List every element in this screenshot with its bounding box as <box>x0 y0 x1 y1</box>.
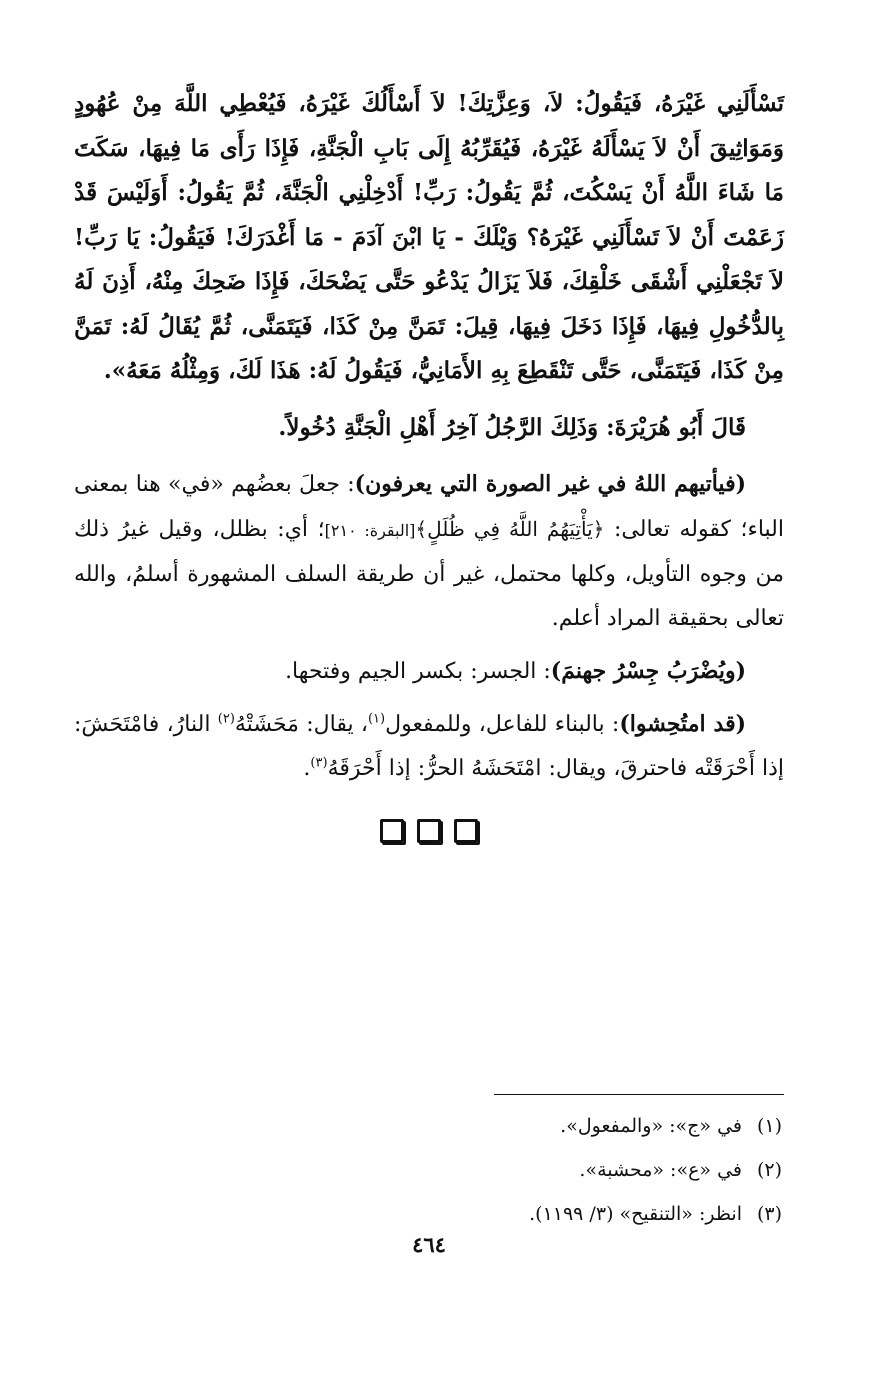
commentary-lemma: (ويُضْرَبُ جِسْرُ جهنمَ) <box>550 658 746 684</box>
commentary-lemma: (قد امتُحِشوا) <box>619 711 747 737</box>
footnote-number: (٣) <box>756 1203 782 1225</box>
footnote-text: في «ع»: «محشبة». <box>579 1159 742 1181</box>
section-separator <box>74 819 784 847</box>
page-number: ٤٦٤ <box>412 1232 446 1257</box>
footnote-divider <box>494 1094 784 1095</box>
commentary-text: . <box>303 756 311 781</box>
commentary-text: ؛ أي: بظلل، وقيل غيرُ ذلك من وجوه التأويل، وكلها محتمل، غير أن طريقة السلف المشهورة أسلمُ، والله تعالى بحقيقة المراد أعلم. <box>74 517 784 631</box>
commentary-lemma: (فيأتيهم اللهُ في غير الصورة التي يعرفون) <box>354 471 746 497</box>
commentary-text: : الجسر: بكسر الجيم وفتحها. <box>285 659 551 684</box>
footnotes <box>74 1104 784 1236</box>
quran-quote: ﴿يَأْتِيَهُمُ اللَّهُ فِي ظُلَلٍ﴾ <box>415 517 605 541</box>
hadith-paragraph: تَسْأَلَنِي غَيْرَهُ، فَيَقُولُ: لاَ، وَعِزَّتِكَ! لاَ أَسْأَلُكَ غَيْرَهُ، فَيُعْطِي اللَّهَ مِنْ عُهُودٍ وَمَوَاثِيقَ أَنْ لاَ يَسْأَلَهُ غَيْرَهُ، فَيُقَرِّبُهُ إِلَى بَابِ الْجَنَّةِ، فَإِذَا رَأَى مَا فِيهَا، سَكَتَ مَا شَاءَ اللَّهُ أَنْ يَسْكُتَ، ثُمَّ يَقُولُ: رَبِّ! أَدْخِلْنِي الْجَنَّةَ، ثُمَّ يَقُولُ: أَوَلَيْسَ قَدْ زَعَمْتَ أَنْ لاَ تَسْأَلَنِي غَيْرَهُ؟ وَيْلَكَ - يَا ابْنَ آدَمَ - مَا أَغْدَرَكَ! فَيَقُولُ: يَا رَبِّ! لاَ تَجْعَلْنِي أَشْقَى خَلْقِكَ، فَلاَ يَزَالُ يَدْعُو حَتَّى يَضْحَكَ، فَإِذَا ضَحِكَ مِنْهُ، أَذِنَ لَهُ بِالدُّخُولِ فِيهَا، فَإِذَا دَخَلَ فِيهَا، قِيلَ: تَمَنَّ مِنْ كَذَا، فَيَتَمَنَّى، ثُمَّ يُقَالُ لَهُ: تَمَنَّ مِنْ كَذَا، فَيَتَمَنَّى، حَتَّى تَنْقَطِعَ بِهِ الأَمَانِيُّ، فَيَقُولُ لَهُ: هَذَا لَكَ، وَمِثْلُهُ مَعَهُ». <box>74 90 784 384</box>
quran-source: [البقرة: ٢١٠] <box>324 521 416 540</box>
footnote-text: في «ج»: «والمفعول». <box>560 1115 742 1137</box>
book-page <box>74 82 784 1312</box>
commentary-paragraph-3 <box>74 702 784 791</box>
separator-box-icon <box>417 819 441 843</box>
footnote-number: (٢) <box>756 1159 782 1181</box>
footnote-3 <box>74 1192 784 1236</box>
commentary-text: ، يقال: مَحَشَتْهُ <box>234 712 368 737</box>
separator-box-icon <box>454 819 478 843</box>
separator-box-icon <box>380 819 404 843</box>
footnote-1 <box>74 1104 784 1148</box>
footnote-ref-3[interactable]: (٣) <box>310 755 328 771</box>
footnote-ref-2[interactable]: (٢) <box>217 711 235 727</box>
footnote-number: (١) <box>756 1115 782 1137</box>
commentary-paragraph-1 <box>74 462 784 641</box>
commentary-paragraph-2 <box>74 649 784 694</box>
footnote-text: انظر: «التنقيح» (٣/ ١١٩٩). <box>529 1203 742 1225</box>
abu-hurayrah-statement: قَالَ أَبُو هُرَيْرَةَ: وَذَلِكَ الرَّجُلُ آخِرُ أَهْلِ الْجَنَّةِ دُخُولاً. <box>278 413 746 441</box>
footnote-ref-1[interactable]: (١) <box>367 711 386 727</box>
commentary-text: النارُ، فامْتَحَشَ: إذا أَحْرَقَتْه فاحترقَ، ويقال: امْتَحَشَهُ الحرُّ: إذا أَحْرَقَهُ <box>74 712 784 781</box>
footnote-2 <box>74 1148 784 1192</box>
commentary-text: : بالبناء للفاعل، وللمفعول <box>385 712 620 737</box>
commentary-text: : جعلَ بعضُهم «في» هنا بمعنى الباء؛ كقوله تعالى: <box>74 472 784 542</box>
